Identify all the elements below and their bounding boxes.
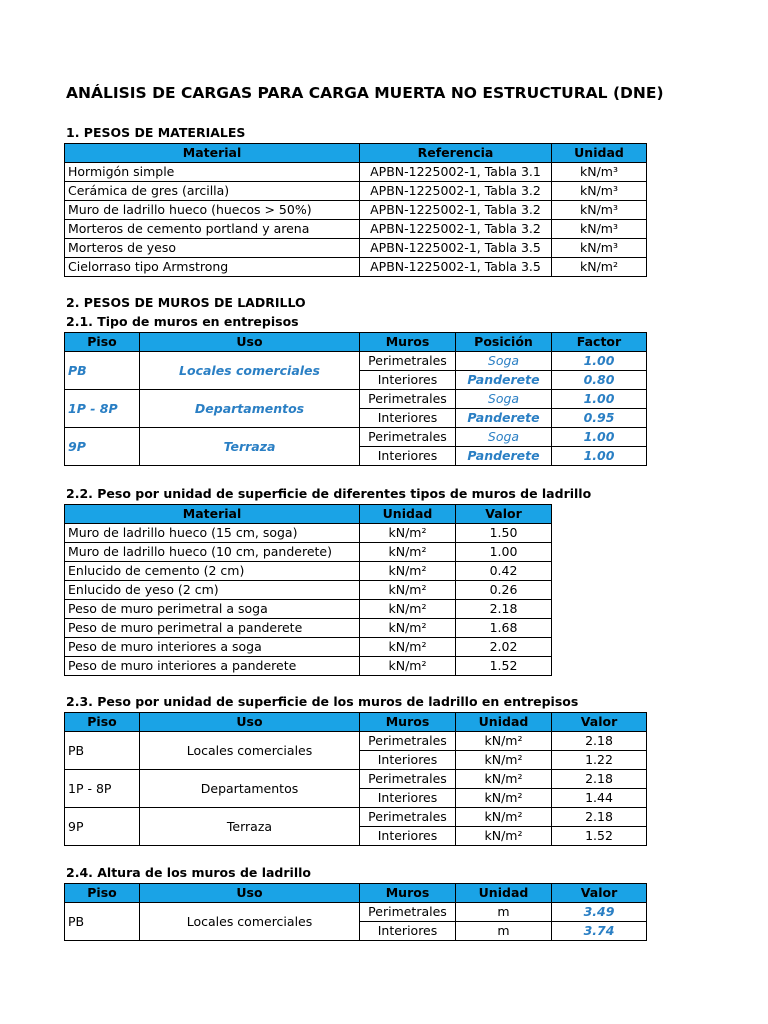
table-cell: kN/m³ [552, 239, 647, 258]
column-header: Valor [456, 505, 552, 524]
posicion-cell: Soga [456, 352, 552, 371]
unidad-cell: m [456, 922, 552, 941]
valor-cell: 1.52 [552, 827, 647, 846]
table-cell: kN/m² [360, 600, 456, 619]
column-header: Material [65, 505, 360, 524]
section-2-3-heading: 2.3. Peso por unidad de superficie de los muros de ladrillo en entrepisos [66, 694, 579, 709]
table-row [65, 352, 647, 371]
column-header: Factor [552, 333, 647, 352]
muros-cell: Perimetrales [360, 770, 456, 789]
section-2-1-heading: 2.1. Tipo de muros en entrepisos [66, 314, 299, 329]
column-header: Valor [552, 884, 647, 903]
table-cell: 2.18 [456, 600, 552, 619]
floor-wall-weights-table [64, 712, 647, 846]
column-header: Piso [65, 884, 140, 903]
factor-cell: 0.80 [552, 371, 647, 390]
uso-cell: Terraza [140, 428, 360, 466]
table-cell: kN/m² [360, 638, 456, 657]
piso-cell: 9P [65, 428, 140, 466]
table-row [65, 524, 552, 543]
page-title: ANÁLISIS DE CARGAS PARA CARGA MUERTA NO ESTRUCTURAL (DNE) [66, 84, 664, 102]
table-row [65, 808, 647, 827]
column-header: Uso [140, 884, 360, 903]
valor-cell: 2.18 [552, 770, 647, 789]
muros-cell: Interiores [360, 447, 456, 466]
muros-cell: Perimetrales [360, 428, 456, 447]
uso-cell: Departamentos [140, 770, 360, 808]
uso-cell: Locales comerciales [140, 732, 360, 770]
table-row [65, 201, 647, 220]
column-header: Unidad [360, 505, 456, 524]
table-cell: 1.52 [456, 657, 552, 676]
valor-cell: 2.18 [552, 732, 647, 751]
uso-cell: Departamentos [140, 390, 360, 428]
section-2-2-heading: 2.2. Peso por unidad de superficie de diferentes tipos de muros de ladrillo [66, 486, 592, 501]
column-header: Muros [360, 333, 456, 352]
table-cell: Muro de ladrillo hueco (10 cm, panderete) [65, 543, 360, 562]
muros-cell: Interiores [360, 371, 456, 390]
materials-table [64, 143, 647, 277]
table-cell: kN/m³ [552, 201, 647, 220]
unidad-cell: kN/m² [456, 751, 552, 770]
unidad-cell: kN/m² [456, 808, 552, 827]
table-cell: Enlucido de yeso (2 cm) [65, 581, 360, 600]
factor-cell: 0.95 [552, 409, 647, 428]
muros-cell: Perimetrales [360, 390, 456, 409]
table-header-row [65, 505, 552, 524]
table-header-row [65, 333, 647, 352]
table-cell: kN/m³ [552, 163, 647, 182]
table-cell: Morteros de cemento portland y arena [65, 220, 360, 239]
table-row [65, 390, 647, 409]
table-row [65, 258, 647, 277]
table-row [65, 903, 647, 922]
table-cell: 1.68 [456, 619, 552, 638]
table-cell: 0.26 [456, 581, 552, 600]
unidad-cell: kN/m² [456, 770, 552, 789]
column-header: Unidad [456, 884, 552, 903]
table-cell: Muro de ladrillo hueco (15 cm, soga) [65, 524, 360, 543]
column-header: Material [65, 144, 360, 163]
table-row [65, 562, 552, 581]
table-row [65, 732, 647, 751]
wall-heights-table [64, 883, 647, 941]
posicion-cell: Panderete [456, 371, 552, 390]
table-row [65, 182, 647, 201]
muros-cell: Perimetrales [360, 808, 456, 827]
factor-cell: 1.00 [552, 428, 647, 447]
table-row [65, 581, 552, 600]
piso-cell: PB [65, 352, 140, 390]
uso-cell: Locales comerciales [140, 903, 360, 941]
table-cell: kN/m² [360, 657, 456, 676]
uso-cell: Terraza [140, 808, 360, 846]
column-header: Piso [65, 713, 140, 732]
table-cell: kN/m² [552, 258, 647, 277]
table-cell: APBN-1225002-1, Tabla 3.5 [360, 258, 552, 277]
column-header: Referencia [360, 144, 552, 163]
muros-cell: Perimetrales [360, 732, 456, 751]
table-row [65, 239, 647, 258]
table-cell: kN/m² [360, 581, 456, 600]
table-row [65, 638, 552, 657]
table-cell: Muro de ladrillo hueco (huecos > 50%) [65, 201, 360, 220]
table-cell: Peso de muro interiores a soga [65, 638, 360, 657]
muros-cell: Interiores [360, 922, 456, 941]
muros-cell: Interiores [360, 789, 456, 808]
table-cell: kN/m² [360, 562, 456, 581]
posicion-cell: Panderete [456, 409, 552, 428]
unidad-cell: m [456, 903, 552, 922]
column-header: Uso [140, 713, 360, 732]
column-header: Muros [360, 713, 456, 732]
column-header: Piso [65, 333, 140, 352]
table-cell: 1.50 [456, 524, 552, 543]
table-cell: Peso de muro interiores a panderete [65, 657, 360, 676]
table-cell: kN/m² [360, 619, 456, 638]
muros-cell: Perimetrales [360, 903, 456, 922]
table-row [65, 770, 647, 789]
table-cell: APBN-1225002-1, Tabla 3.2 [360, 201, 552, 220]
column-header: Unidad [456, 713, 552, 732]
posicion-cell: Soga [456, 428, 552, 447]
table-cell: 2.02 [456, 638, 552, 657]
section-2-4-heading: 2.4. Altura de los muros de ladrillo [66, 865, 311, 880]
wall-types-table [64, 332, 647, 466]
unidad-cell: kN/m² [456, 789, 552, 808]
piso-cell: 1P - 8P [65, 390, 140, 428]
muros-cell: Interiores [360, 409, 456, 428]
valor-cell: 1.44 [552, 789, 647, 808]
muros-cell: Interiores [360, 827, 456, 846]
section-1-heading: 1. PESOS DE MATERIALES [66, 125, 246, 140]
table-cell: kN/m³ [552, 182, 647, 201]
table-cell: Hormigón simple [65, 163, 360, 182]
piso-cell: PB [65, 903, 140, 941]
wall-weights-table [64, 504, 552, 676]
valor-cell: 1.22 [552, 751, 647, 770]
table-header-row [65, 884, 647, 903]
muros-cell: Perimetrales [360, 352, 456, 371]
table-cell: kN/m³ [552, 220, 647, 239]
column-header: Posición [456, 333, 552, 352]
table-row [65, 600, 552, 619]
factor-cell: 1.00 [552, 447, 647, 466]
muros-cell: Interiores [360, 751, 456, 770]
unidad-cell: kN/m² [456, 732, 552, 751]
factor-cell: 1.00 [552, 390, 647, 409]
table-row [65, 428, 647, 447]
piso-cell: 1P - 8P [65, 770, 140, 808]
piso-cell: 9P [65, 808, 140, 846]
column-header: Uso [140, 333, 360, 352]
posicion-cell: Soga [456, 390, 552, 409]
table-row [65, 619, 552, 638]
uso-cell: Locales comerciales [140, 352, 360, 390]
table-cell: Cielorraso tipo Armstrong [65, 258, 360, 277]
table-cell: APBN-1225002-1, Tabla 3.5 [360, 239, 552, 258]
unidad-cell: kN/m² [456, 827, 552, 846]
table-row [65, 657, 552, 676]
valor-cell: 3.49 [552, 903, 647, 922]
table-cell: APBN-1225002-1, Tabla 3.2 [360, 182, 552, 201]
table-cell: kN/m² [360, 543, 456, 562]
posicion-cell: Panderete [456, 447, 552, 466]
piso-cell: PB [65, 732, 140, 770]
table-cell: kN/m² [360, 524, 456, 543]
table-row [65, 220, 647, 239]
column-header: Unidad [552, 144, 647, 163]
factor-cell: 1.00 [552, 352, 647, 371]
section-2-heading: 2. PESOS DE MUROS DE LADRILLO [66, 295, 306, 310]
column-header: Valor [552, 713, 647, 732]
valor-cell: 3.74 [552, 922, 647, 941]
table-cell: Enlucido de cemento (2 cm) [65, 562, 360, 581]
table-cell: Peso de muro perimetral a soga [65, 600, 360, 619]
table-cell: Morteros de yeso [65, 239, 360, 258]
table-header-row [65, 144, 647, 163]
valor-cell: 2.18 [552, 808, 647, 827]
table-cell: 0.42 [456, 562, 552, 581]
table-header-row [65, 713, 647, 732]
table-cell: Peso de muro perimetral a panderete [65, 619, 360, 638]
table-cell: APBN-1225002-1, Tabla 3.1 [360, 163, 552, 182]
table-cell: APBN-1225002-1, Tabla 3.2 [360, 220, 552, 239]
table-cell: Cerámica de gres (arcilla) [65, 182, 360, 201]
table-row [65, 543, 552, 562]
table-cell: 1.00 [456, 543, 552, 562]
column-header: Muros [360, 884, 456, 903]
table-row [65, 163, 647, 182]
